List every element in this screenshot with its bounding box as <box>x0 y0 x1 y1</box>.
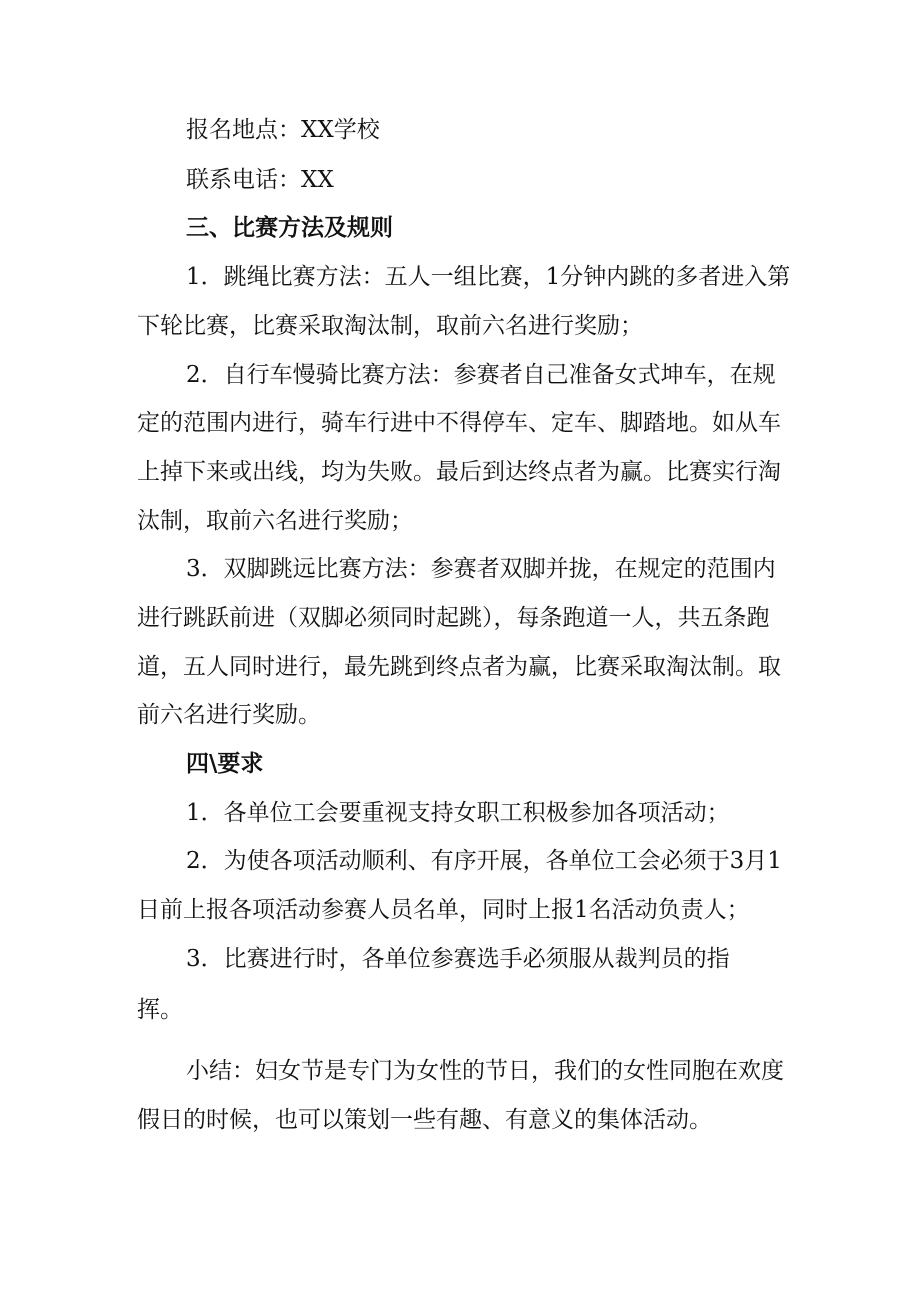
summary-line-2: 假日的时候，也可以策划一些有趣、有意义的集体活动。 <box>137 1107 712 1133</box>
registration-location: 报名地点：XX学校 <box>186 117 380 143</box>
rule-3-line-2: 进行跳跃前进（双脚必须同时起跳），每条跑道一人，共五条跑 <box>137 605 770 631</box>
requirement-2-line-2: 日前上报各项活动参赛人员名单，同时上报1名活动负责人； <box>137 897 750 923</box>
rule-2-line-1: 2．自行车慢骑比赛方法：参赛者自己准备女式坤车，在规 <box>186 362 776 388</box>
rule-3-line-4: 前六名进行奖励。 <box>137 702 321 728</box>
rule-1-line-2: 下轮比赛，比赛采取淘汰制，取前六名进行奖励； <box>137 313 643 339</box>
section-4-heading: 四\要求 <box>186 751 264 777</box>
rule-2-line-4: 汰制，取前六名进行奖励； <box>137 508 413 534</box>
requirement-2-line-1: 2．为使各项活动顺利、有序开展，各单位工会必须于3月1 <box>186 848 782 874</box>
rule-3-line-3: 道，五人同时进行，最先跳到终点者为赢，比赛采取淘汰制。取 <box>137 654 781 680</box>
rule-3-line-1: 3．双脚跳远比赛方法：参赛者双脚并拢，在规定的范围内 <box>186 556 776 582</box>
rule-2-line-3: 上掉下来或出线，均为失败。最后到达终点者为赢。比赛实行淘 <box>137 459 781 485</box>
summary-line-1: 小结：妇女节是专门为女性的节日，我们的女性同胞在欢度 <box>186 1058 784 1084</box>
requirement-3-line-2: 挥。 <box>137 997 183 1023</box>
requirement-3-line-1: 3．比赛进行时，各单位参赛选手必须服从裁判员的指 <box>186 946 730 972</box>
requirement-1-line-1: 1．各单位工会要重视支持女职工积极参加各项活动； <box>186 800 730 826</box>
rule-1-line-1: 1．跳绳比赛方法：五人一组比赛，1分钟内跳的多者进入第 <box>186 264 791 290</box>
contact-phone: 联系电话：XX <box>186 167 334 193</box>
section-3-heading: 三、比赛方法及规则 <box>186 215 393 241</box>
rule-2-line-2: 定的范围内进行，骑车行进中不得停车、定车、脚踏地。如从车 <box>137 410 781 436</box>
